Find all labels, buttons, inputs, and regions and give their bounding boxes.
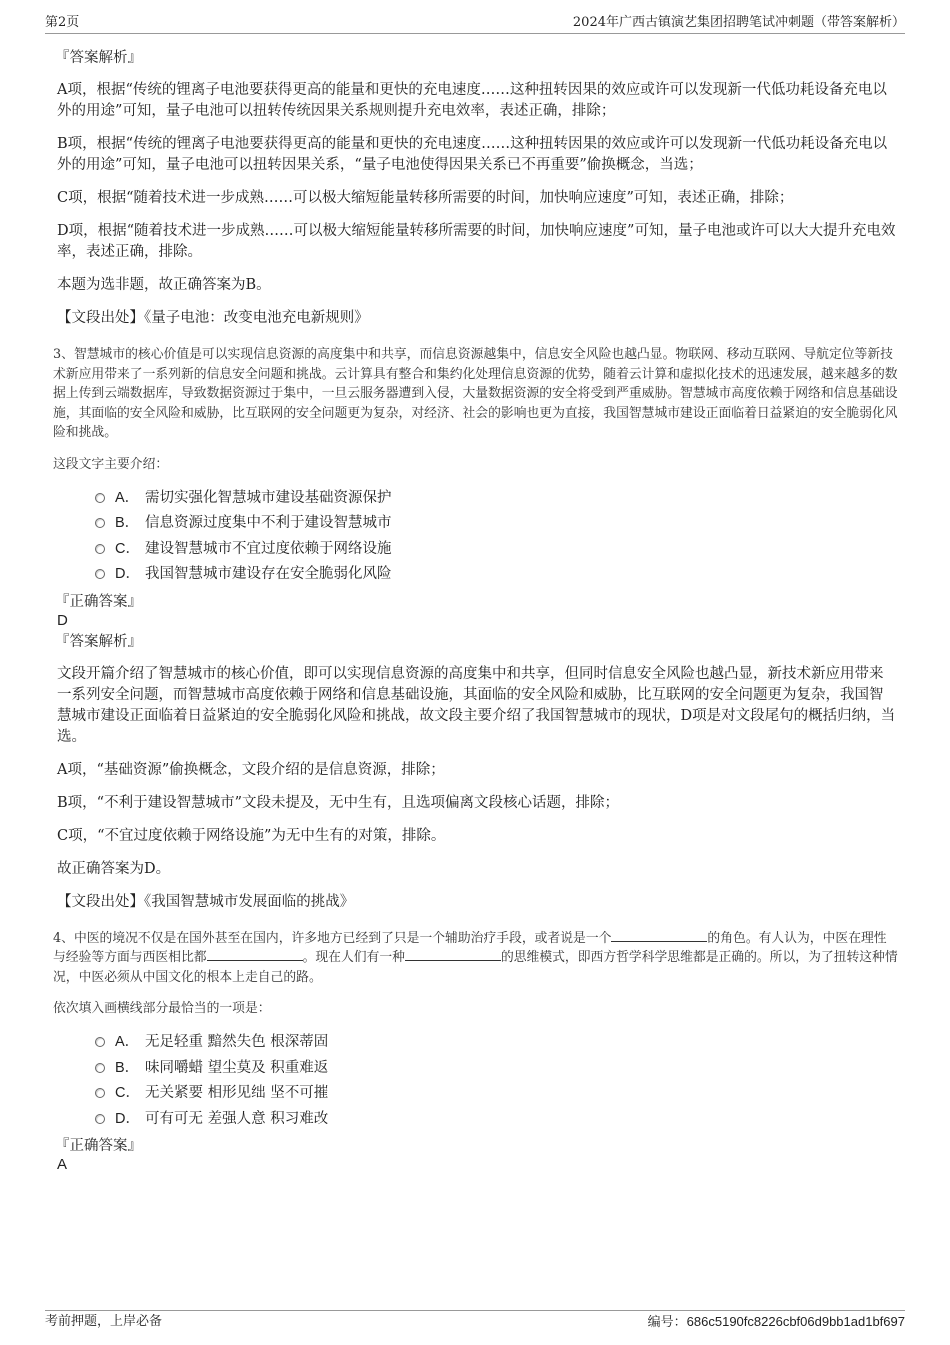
source-citation: 【文段出处】《量子电池：改变电池充电新规则》 bbox=[57, 310, 369, 326]
correct-answer: A bbox=[57, 1156, 68, 1173]
correct-answer-label: 『正确答案』 bbox=[55, 1138, 142, 1154]
option-d[interactable]: D． 我国智慧城市建设存在安全脆弱化风险 bbox=[95, 564, 897, 590]
source-citation: 【文段出处】《我国智慧城市发展面临的挑战》 bbox=[57, 893, 355, 910]
option-b[interactable]: B． 信息资源过度集中不利于建设智慧城市 bbox=[95, 513, 897, 539]
analysis-paragraph: 文段开篇介绍了智慧城市的核心价值，即可以实现信息资源的高度集中和共享，但同时信息安全风险也越凸显，新技术新应用带来一系列安全问题，而智慧城市高度依赖于网络和信息基础设施，其面临的安全风险和威胁，比互联网的安全问题更为复杂，我国智慧城市建设正面临着日益紧迫的安全脆弱化风险和挑战，故文段主要介绍了我国智慧城市的现状，D项是对文段尾句的概括归纳，当选。 bbox=[57, 665, 896, 745]
analysis-paragraph: A项，根据“传统的锂离子电池要获得更高的能量和更快的充电速度……这种扭转因果的效应或许可以发现新一代低功耗设备充电以外的用途”可知，量子电池可以扭转传统因果关系规则提升充电效率，表述正确，排除； bbox=[57, 82, 887, 119]
correct-answer: D bbox=[57, 611, 68, 629]
analysis-paragraph: 故正确答案为D。 bbox=[57, 860, 171, 877]
option-b[interactable]: B． 味同嚼蜡 望尘莫及 积重难返 bbox=[95, 1058, 897, 1084]
question-text: 4、中医的境况不仅是在国外甚至在国内，许多地方已经到了只是一个辅助治疗手段，或者说是一个 的角色。有人认为，中医在理性与经验等方面与西医相比都 。现在人们有一种 的思维模式，即西方哲学科学思维都是正确的。所以，为了扭转这种情况，中医必须从中国文化的根本上走自己的路。 bbox=[53, 930, 898, 985]
document-title: 2024年广西古镇演艺集团招聘笔试冲刺题（带答案解析） bbox=[572, 15, 905, 30]
radio-icon[interactable] bbox=[95, 493, 105, 503]
option-c[interactable]: C． 建设智慧城市不宜过度依赖于网络设施 bbox=[95, 539, 897, 565]
document-id: 编号：686c5190fc8226cbf06d9bb1ad1bf697 bbox=[647, 1314, 905, 1330]
option-list bbox=[95, 488, 897, 590]
question-text: 3、智慧城市的核心价值是可以实现信息资源的高度集中和共享，而信息资源越集中，信息安全风险也越凸显。物联网、移动互联网、导航定位等新技术新应用带来了一系列新的信息安全问题和挑战。云计算具有整合和集约化处理信息资源的优势，随着云计算和虚拟化技术的迅速发展，越来越多的数据上传到云端数据库，导致数据资源过于集中，一旦云服务器遭到入侵，大量数据资源的安全将受到严重威胁。智慧城市高度依赖于网络和信息基础设施，其面临的安全风险和威胁，比互联网的安全问题更为复杂，对经济、社会的影响也更为直接，我国智慧城市建设正面临着日益紧迫的安全脆弱化风险和挑战。 bbox=[53, 347, 898, 440]
page-number: 第2页 bbox=[45, 15, 80, 30]
footer-slogan: 考前押题，上岸必备 bbox=[45, 1314, 163, 1329]
analysis-paragraph: C项，“不宜过度依赖于网络设施”为无中生有的对策，排除。 bbox=[57, 827, 446, 844]
correct-answer-label: 『正确答案』 bbox=[55, 593, 142, 610]
question-prompt: 这段文字主要介绍： bbox=[53, 456, 169, 472]
option-c[interactable]: C． 无关紧要 相形见绌 坚不可摧 bbox=[95, 1083, 897, 1109]
radio-icon[interactable] bbox=[95, 569, 105, 579]
option-a[interactable]: A． 无足轻重 黯然失色 根深蒂固 bbox=[95, 1032, 897, 1058]
option-a[interactable]: A． 需切实强化智慧城市建设基础资源保护 bbox=[95, 488, 897, 514]
analysis-paragraph: 本题为选非题，故正确答案为B。 bbox=[57, 277, 271, 293]
analysis-paragraph: B项，“不利于建设智慧城市”文段未提及，无中生有，且选项偏离文段核心话题，排除； bbox=[57, 794, 619, 811]
radio-icon[interactable] bbox=[95, 1114, 105, 1124]
analysis-label: 『答案解析』 bbox=[55, 50, 142, 66]
document-body bbox=[53, 46, 898, 1174]
fill-blank bbox=[611, 929, 707, 942]
analysis-paragraph: A项，“基础资源”偷换概念，文段介绍的是信息资源，排除； bbox=[57, 761, 445, 778]
analysis-label: 『答案解析』 bbox=[55, 633, 142, 650]
page-header bbox=[45, 13, 905, 34]
analysis-paragraph: C项，根据“随着技术进一步成熟……可以极大缩短能量转移所需要的时间，加快响应速度”可知，表述正确，排除； bbox=[57, 190, 794, 206]
radio-icon[interactable] bbox=[95, 1037, 105, 1047]
option-d[interactable]: D． 可有可无 差强人意 积习难改 bbox=[95, 1109, 897, 1135]
analysis-paragraph: D项，根据“随着技术进一步成熟……可以极大缩短能量转移所需要的时间，加快响应速度”可知，量子电池或许可以大大提升充电效率，表述正确，排除。 bbox=[57, 223, 896, 260]
fill-blank bbox=[405, 948, 501, 961]
option-list bbox=[95, 1032, 897, 1134]
radio-icon[interactable] bbox=[95, 544, 105, 554]
radio-icon[interactable] bbox=[95, 518, 105, 528]
page-footer bbox=[45, 1310, 905, 1333]
radio-icon[interactable] bbox=[95, 1063, 105, 1073]
analysis-paragraph: B项，根据“传统的锂离子电池要获得更高的能量和更快的充电速度……这种扭转因果的效应或许可以发现新一代低功耗设备充电以外的用途”可知，量子电池可以扭转因果关系，“量子电池使得因果关系已不再重要”偷换概念，当选； bbox=[57, 136, 888, 173]
fill-blank bbox=[207, 948, 303, 961]
question-prompt: 依次填入画横线部分最恰当的一项是： bbox=[53, 1001, 271, 1016]
radio-icon[interactable] bbox=[95, 1088, 105, 1098]
